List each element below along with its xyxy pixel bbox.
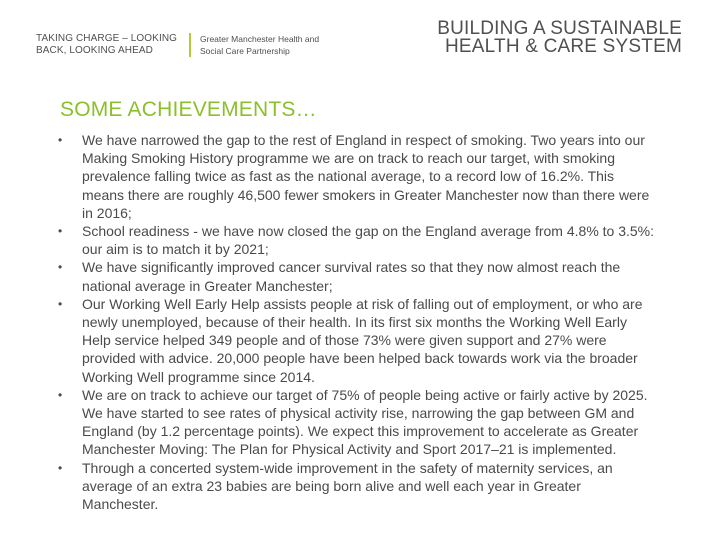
header-left-title: TAKING CHARGE – LOOKING BACK, LOOKING AHEAD <box>36 33 178 56</box>
achievements-list <box>58 131 658 513</box>
header-divider <box>189 33 191 57</box>
list-item-text: We have narrowed the gap to the rest of England in respect of smoking. Two years into our Making Smoking History programme we are on track to reach our target, with smoking prevalence falling twice as fast as the national average, to a record low of 16.2%. This means there are roughly 46,500 fewer smokers in Greater Manchester now than there were in 2016; <box>82 132 650 221</box>
list-item <box>58 131 658 222</box>
list-item <box>58 258 658 294</box>
list-item <box>58 295 658 386</box>
bullet-icon: • <box>58 460 63 475</box>
bullet-icon: • <box>58 387 63 402</box>
list-item-text: Through a concerted system-wide improvement in the safety of maternity services, an average of an extra 23 babies are being born alive and well each year in Greater Manchester. <box>82 459 613 513</box>
list-item-text: We have significantly improved cancer survival rates so that they now almost reach the national average in Greater Manchester; <box>82 259 621 294</box>
partner-name: Greater Manchester Health and Social Care Partnership <box>200 34 320 56</box>
list-item-text: School readiness - we have now closed the gap on the England average from 4.8% to 3.5%: our aim is to match it by 2021; <box>82 223 655 258</box>
list-item-text: We are on track to achieve our target of 75% of people being active or fairly active by 2025. We have started to see rates of physical activity rise, narrowing the gap between GM and England (by 1.2 percentage points). We expect this improvement to accelerate as Greater Manchester Moving: The Plan for Physical Activity and Sport 2017–21 is implemented. <box>82 386 648 458</box>
list-item <box>58 222 658 258</box>
bullet-icon: • <box>58 224 63 239</box>
list-item <box>58 386 658 459</box>
main-title: BUILDING A SUSTAINABLE HEALTH & CARE SYSTEM <box>437 18 682 57</box>
bullet-icon: • <box>58 296 63 311</box>
list-item-text: Our Working Well Early Help assists people at risk of falling out of employment, or who are newly unemployed, because of their health. In its first six months the Working Well Early Help service helped 349 people and of those 73% were given support and 27% were provided with advice. 20,000 people have been helped back towards work via the broader Working Well programme since 2014. <box>82 295 643 385</box>
bullet-icon: • <box>58 133 63 147</box>
bullet-icon: • <box>58 260 63 275</box>
list-item <box>58 459 658 514</box>
section-title: SOME ACHIEVEMENTS… <box>60 98 317 121</box>
